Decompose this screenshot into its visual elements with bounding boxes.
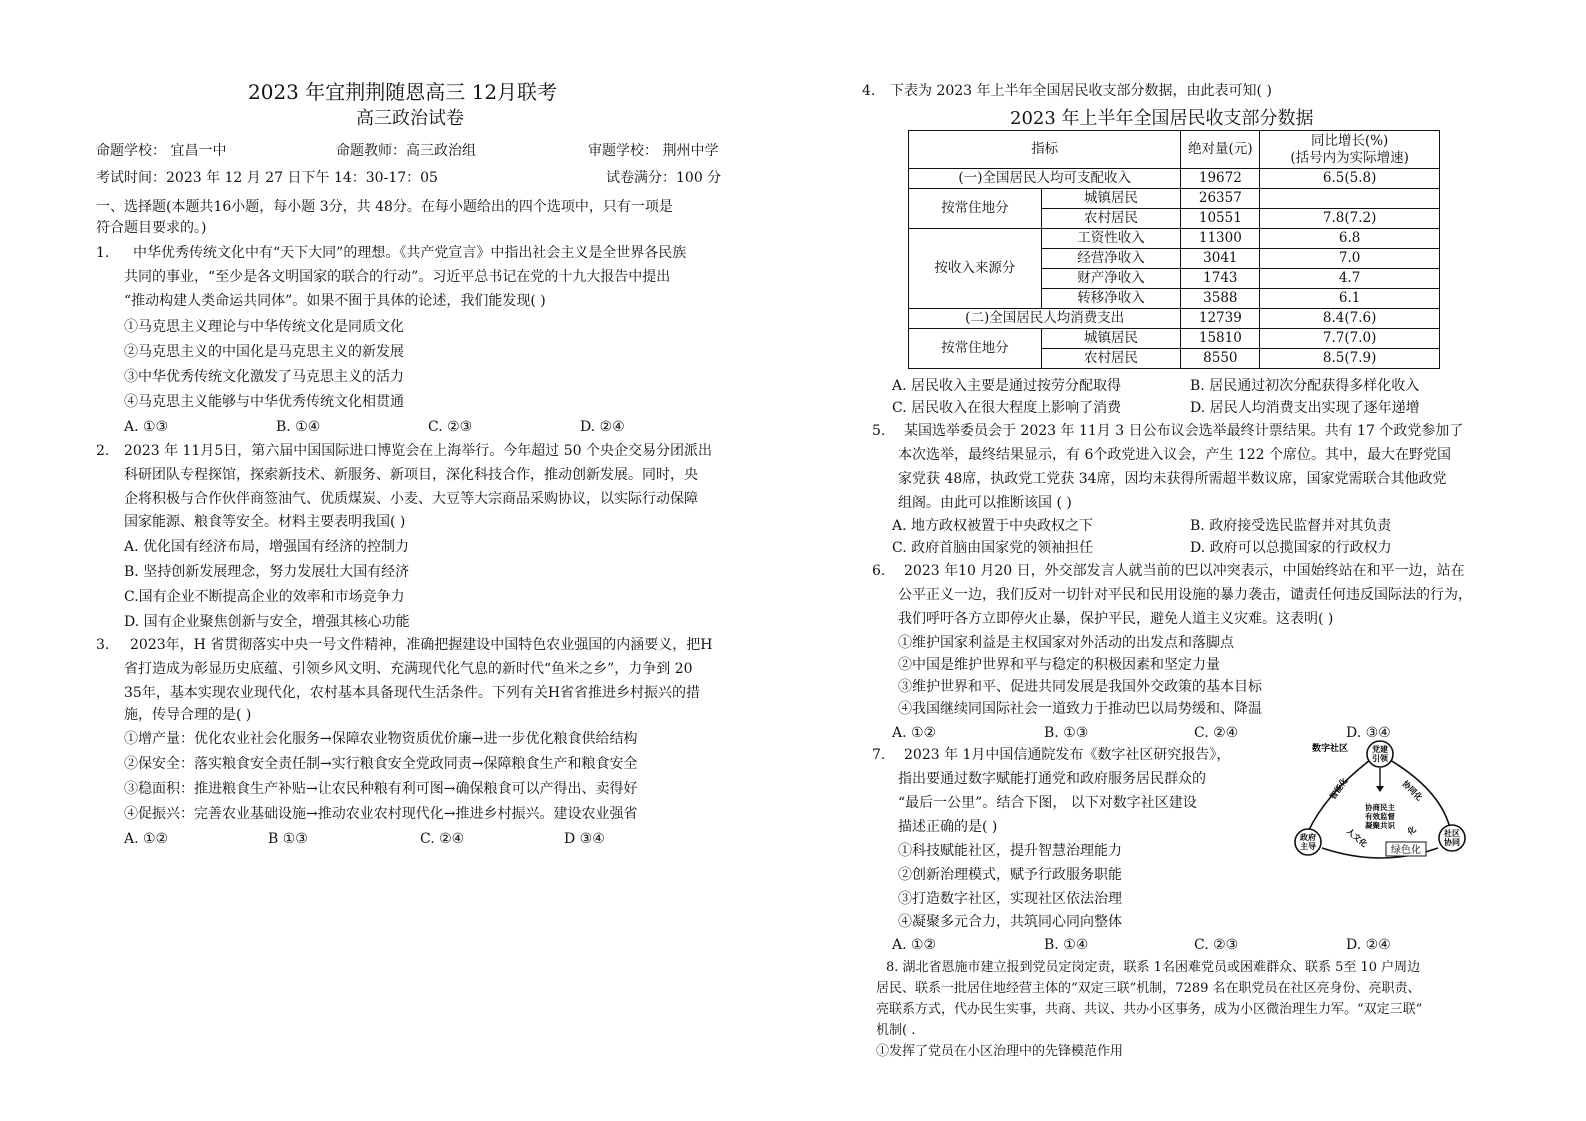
question-text: 公平正义一边，我们反对一切针对平民和民用设施的暴力袭击，谴责任何违反国际法的行为， [898,587,1472,603]
statement-item: ④促振兴：完善农业基础设施→推动农业农村现代化→推进乡村振兴。建设农业强省 [124,806,638,822]
table-cell: (一)全国居民人均可支配收入 [909,169,1181,189]
question-text: 8. 湖北省恩施市建立报到党员定岗定责，联系 1名困难党员或困难群众、联系 5至 10 户周边 [886,960,1421,975]
question-text: 国家能源、粮食等安全。材料主要表明我国( ) [124,514,406,530]
table-cell: 26357 [1181,189,1260,209]
answer-option: B. 居民通过初次分配获得多样化收入 [1190,378,1420,394]
question-text: 科研团队专程探馆，探索新技术、新服务、新项目，深化科技合作，推动创新发展。同时，央 [124,467,698,483]
answer-option: A. ①② [124,831,169,847]
table-cell: 8550 [1181,349,1260,369]
answer-option: B. 坚持创新发展理念，努力发展壮大国有经济 [124,564,410,580]
answer-option: A. 优化国有经济布局，增强国有经济的控制力 [124,539,410,555]
question-text: 家党获 48席，执政党工党获 34席，因均未获得所需超半数议席，国家党需联合其他政党 [898,471,1447,487]
statement-item: ③稳面积：推进粮食生产补贴→让农民种粮有利可图→确保粮食可以产得出、卖得好 [124,781,638,797]
table-cell: 城镇居民 [1041,189,1181,209]
table-cell: 农村居民 [1041,349,1181,369]
answer-option: D. 居民人均消费支出实现了逐年递增 [1190,400,1420,416]
answer-option: C. ②④ [420,831,465,847]
question-text: 亮联系方式，代办民生实事，共商、共议、共办小区事务，成为小区微治理生力军。“双定三联” [876,1002,1423,1017]
edge-label: 化 [1405,824,1418,837]
question-number: 5. [872,423,886,439]
node-label: 政府 [1300,833,1316,842]
question-text: 下表为 2023 年上半年全国居民收支部分数据，由此表可知( ) [890,83,1272,99]
table-group-label: 按收入来源分 [909,229,1042,309]
answer-option: D. 国有企业聚焦创新与安全，增强其核心功能 [124,614,410,630]
table-cell: 10551 [1181,209,1260,229]
school-label: 命题学校： 宜昌一中 [96,143,227,159]
income-table [908,130,1440,369]
table-cell: 农村居民 [1041,209,1181,229]
answer-option: D. ②④ [1346,937,1391,953]
table-cell: 工资性收入 [1041,229,1181,249]
score-label: 试卷满分：100 分 [606,170,722,186]
center-label: 凝聚共识 [1365,821,1395,830]
answer-option: C. ②③ [428,419,473,435]
table-cell: 8.5(7.9) [1260,349,1440,369]
table-cell: (二)全国居民人均消费支出 [909,309,1181,329]
exam-title: 2023 年宜荆荆随恩高三 12月联考 [248,80,558,104]
table-header: 同比增长(%) (括号内为实际增速) [1260,131,1440,169]
review-label: 审题学校： 荆州中学 [588,143,719,159]
table-cell: 7.0 [1260,249,1440,269]
node-label: 社区 [1444,829,1460,838]
table-cell: 财产净收入 [1041,269,1181,289]
table-header: 绝对量(元) [1181,131,1260,169]
node-label: 引领 [1372,754,1388,763]
statement-item: ①维护国家利益是主权国家对外活动的出发点和落脚点 [898,635,1234,651]
answer-option: C. ②④ [1194,725,1239,741]
table-cell: 6.1 [1260,289,1440,309]
table-cell: 转移净收入 [1041,289,1181,309]
question-number: 1. [96,245,110,261]
answer-option: A. ①② [892,725,937,741]
table-cell: 12739 [1181,309,1260,329]
arrow-down-icon [1376,786,1384,792]
digital-community-diagram [1290,740,1470,870]
answer-option: A. 地方政权被置于中央政权之下 [892,518,1094,534]
question-text: 2023 年 11月5日，第六届中国国际进口博览会在上海举行。今年超过 50 个央企交易分团派出 [124,443,712,459]
answer-option: D. ③④ [1346,725,1391,741]
table-cell: 7.7(7.0) [1260,329,1440,349]
answer-option: D. ②④ [580,419,625,435]
question-text: 描述正确的是( ) [898,819,998,835]
question-text: 2023年，H 省贯彻落实中央一号文件精神，准确把握建设中国特色农业强国的内涵要义，把H [130,637,713,653]
statement-item: ④凝聚多元合力，共筑同心同向整体 [898,914,1122,930]
question-text: 2023 年10 月20 日，外交部发言人就当前的巴以冲突表示，中国始终站在和平一边，站在 [904,563,1465,579]
statement-item: ④马克思主义能够与中华优秀传统文化相贯通 [124,394,404,410]
statement-item: ①科技赋能社区，提升智慧治理能力 [898,843,1122,859]
table-cell: 19672 [1181,169,1260,189]
center-label: 有效监督 [1365,812,1395,821]
statement-item: ④我国继续同国际社会一道致力于推动巴以局势缓和、降温 [898,701,1262,717]
table-cell: 6.5(5.8) [1260,169,1440,189]
answer-option: A. ①③ [124,419,169,435]
edge-label: 人文化 [1344,826,1369,849]
statement-item: ①发挥了党员在小区治理中的先锋模范作用 [876,1044,1124,1059]
center-label: 协商民主 [1365,803,1395,812]
table-cell: 15810 [1181,329,1260,349]
table-cell: 6.8 [1260,229,1440,249]
question-number: 3. [96,637,110,653]
table-cell: 城镇居民 [1041,329,1181,349]
answer-option: A. 居民收入主要是通过按劳分配取得 [892,378,1122,394]
table-cell [1260,189,1440,209]
question-number: 7. [872,747,886,763]
answer-option: C. 居民收入在很大程度上影响了消费 [892,400,1122,416]
answer-option: A. ①② [892,937,937,953]
question-number: 2. [96,443,110,459]
statement-item: ③打造数字社区，实现社区依法治理 [898,891,1122,907]
exam-subtitle: 高三政治试卷 [356,108,464,129]
answer-option: C.国有企业不断提高企业的效率和市场竞争力 [124,589,405,605]
statement-item: ②中国是维护世界和平与稳定的积极因素和坚定力量 [898,657,1220,673]
node-label: 党建 [1372,745,1388,754]
answer-option: D. 政府可以总揽国家的行政权力 [1190,540,1392,556]
table-cell: 11300 [1181,229,1260,249]
edge-label: 智能化 [1328,776,1350,802]
table-cell: 4.7 [1260,269,1440,289]
answer-option: B. ①③ [1044,725,1089,741]
question-text: 居民、联系一批居住地经营主体的“双定三联”机制，7289 名在职党员在社区亮身份、亮职责、 [876,981,1421,996]
statement-item: ②马克思主义的中国化是马克思主义的新发展 [124,344,404,360]
node-label: 协同 [1444,838,1460,847]
answer-option: D ③④ [564,831,605,847]
question-text: 企将积极与合作伙伴商签油气、优质煤炭、小麦、大豆等大宗商品采购协议，以实际行动保障 [124,491,698,507]
table-header: 指标 [909,131,1181,169]
question-text: “推动构建人类命运共同体”。如果不囿于具体的论述，我们能发现( ) [124,293,546,309]
statement-item: ③中华优秀传统文化激发了马克思主义的活力 [124,369,404,385]
green-label: 绿色化 [1391,845,1421,856]
answer-option: B ①③ [268,831,308,847]
answer-option: C. 政府首脑由国家党的领袖担任 [892,540,1094,556]
statement-item: ②保安全：落实粮食安全责任制→实行粮食安全党政同责→保障粮食生产和粮食安全 [124,756,638,772]
answer-option: B. 政府接受选民监督并对其负责 [1190,518,1392,534]
question-text: 组阁。由此可以推断该国 ( ) [898,495,1072,511]
section-intro: 符合题目要求的。) [96,220,207,236]
table-cell: 8.4(7.6) [1260,309,1440,329]
question-text: 2023 年 1月中国信通院发布《数字社区研究报告》， [904,747,1231,763]
table-cell: 1743 [1181,269,1260,289]
question-text: 机制( . [876,1023,916,1038]
question-number: 4. [862,83,876,99]
diagram-title: 数字社区 [1312,744,1349,754]
answer-option: B. ①④ [276,419,321,435]
answer-option: B. ①④ [1044,937,1089,953]
table-cell: 3588 [1181,289,1260,309]
question-text: 35年，基本实现农业现代化，农村基本具备现代生活条件。下列有关H省省推进乡村振兴的措 [124,685,701,701]
question-text: 中华优秀传统文化中有“天下大同”的理想。《共产党宣言》中指出社会主义是全世界各民族 [133,245,687,261]
table-cell: 经营净收入 [1041,249,1181,269]
table-title: 2023 年上半年全国居民收支部分数据 [1010,108,1314,129]
question-text: 我们呼吁各方立即停火止暴，保护平民，避免人道主义灾难。这表明( ) [898,611,1334,627]
question-text: 施，传导合理的是( ) [124,707,252,723]
table-group-label: 按常住地分 [909,189,1042,229]
time-label: 考试时间：2023 年 12 月 27 日下午 14：30-17：05 [96,170,438,186]
section-intro: 一、选择题(本题共16小题，每小题 3分，共 48分。在每小题给出的四个选项中，只有一项是 [96,199,673,215]
statement-item: ③维护世界和平、促进共同发展是我国外交政策的基本目标 [898,679,1262,695]
node-label: 主导 [1300,842,1316,851]
question-text: 共同的事业，“至少是各文明国家的联合的行动”。习近平总书记在党的十九大报告中提出 [124,269,671,285]
table-cell: 3041 [1181,249,1260,269]
edge-label: 协同化 [1400,779,1424,803]
question-text: 某国选举委员会于 2023 年 11月 3 日公布议会选举最终计票结果。共有 17 个政党参加了 [904,423,1464,439]
answer-option: C. ②③ [1194,937,1239,953]
question-text: “最后一公里”。结合下图， 以下对数字社区建设 [898,795,1197,811]
question-text: 省打造成为彰显历史底蕴、引领乡风文明、充满现代化气息的新时代“鱼米之乡”，力争到 20 [124,661,693,677]
table-group-label: 按常住地分 [909,329,1042,369]
table-cell: 7.8(7.2) [1260,209,1440,229]
teacher-label: 命题教师：高三政治组 [336,143,476,159]
question-text: 本次选举，最终结果显示，有 6个政党进入议会，产生 122 个席位。其中，最大在野党国 [898,447,1451,463]
question-text: 指出要通过数字赋能打通党和政府服务居民群众的 [898,771,1206,787]
statement-item: ②创新治理模式，赋予行政服务职能 [898,867,1122,883]
question-number: 6. [872,563,886,579]
statement-item: ①增产量：优化农业社会化服务→保障农业物资质优价廉→进一步优化粮食供给结构 [124,731,638,747]
statement-item: ①马克思主义理论与中华传统文化是同质文化 [124,319,404,335]
